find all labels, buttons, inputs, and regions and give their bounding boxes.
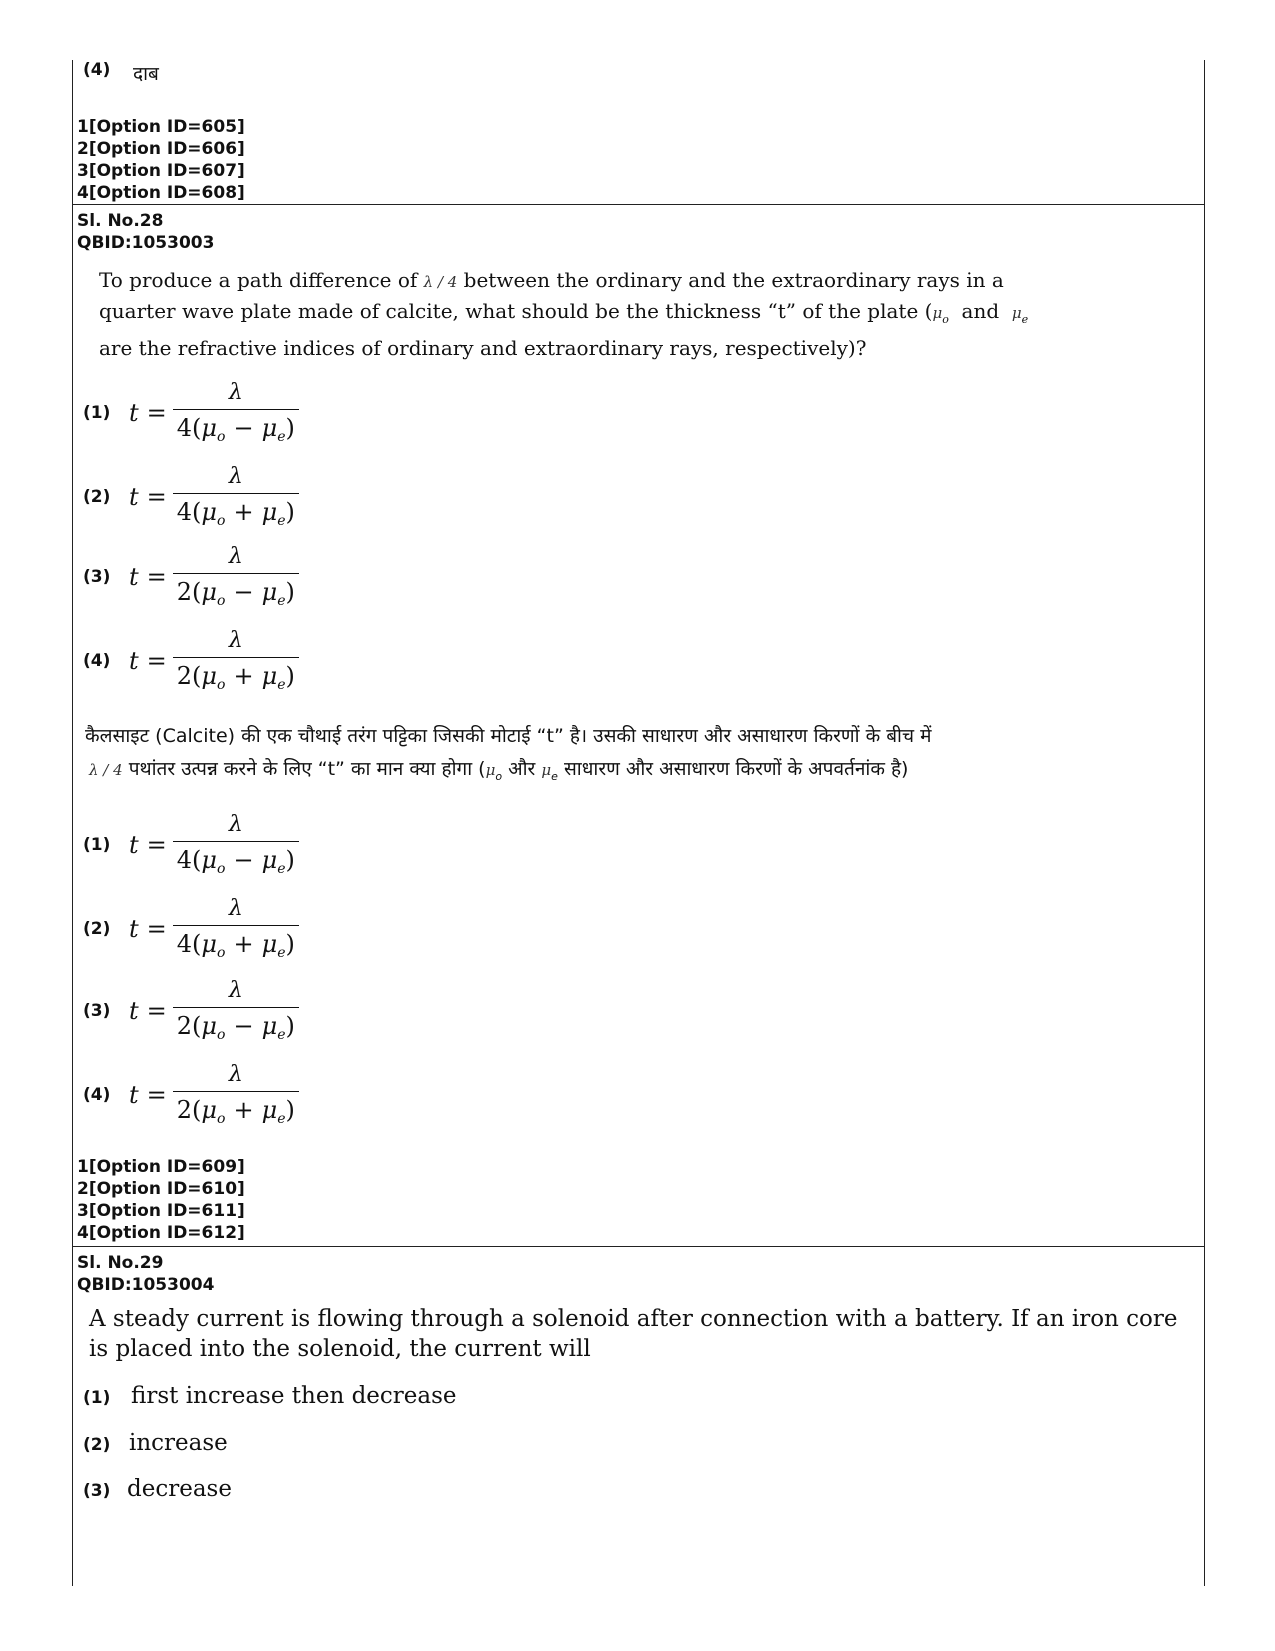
denominator: $2(\mu_o + \mu_e)$ [173,657,299,693]
denominator: $2(\mu_o - \mu_e)$ [173,1007,299,1043]
option-label: (4) [83,650,111,671]
formula-option [83,544,299,609]
denominator: $4(\mu_o + \mu_e)$ [173,925,299,961]
option-id: 2[Option ID=606] [77,139,245,159]
option-id-list [77,1156,245,1244]
option-id: 1[Option ID=605] [77,117,245,137]
formula-option [83,978,299,1043]
thickness-formula: t = $\frac{\lambda}{2(\mu_o - \mu_e)}$ [129,544,299,609]
fraction [173,978,299,1043]
formula-option [83,812,299,877]
thickness-formula: t = $\frac{\lambda}{2(\mu_o + \mu_e)}$ [129,1062,299,1127]
option-label: (4) [83,1084,111,1105]
option-label: (2) [83,486,111,507]
numerator: λ [228,978,243,1003]
thickness-formula: t = $\frac{\lambda}{4(\mu_o + \mu_e)}$ [129,896,299,961]
option-id: 3[Option ID=611] [77,1201,245,1221]
prev-option-4-label: (4) [83,60,111,80]
option-id-list [77,116,245,204]
denominator: $4(\mu_o - \mu_e)$ [173,409,299,445]
question-line: A steady current is flowing through a solenoid after connection with a battery. If an iron core [89,1306,1178,1332]
fraction [173,628,299,693]
option-id: 4[Option ID=612] [77,1223,245,1243]
thickness-formula: t = $\frac{\lambda}{4(\mu_o + \mu_e)}$ [129,464,299,529]
question-line: are the refractive indices of ordinary and extraordinary rays, respectively)? [99,336,867,360]
thickness-formula: t = $\frac{\lambda}{2(\mu_o + \mu_e)}$ [129,628,299,693]
numerator: λ [228,1062,243,1087]
fraction [173,812,299,877]
fraction [173,1062,299,1127]
numerator: λ [228,544,243,569]
q28-header [77,210,214,254]
option-label: (2) [83,1435,111,1455]
numerator: λ [228,628,243,653]
numerator: λ [228,380,243,405]
serial-number: Sl. No.29 [77,1253,164,1273]
option-label: (1) [83,402,111,423]
q28-question-hindi [85,720,1145,793]
option-text: first increase then decrease [131,1383,457,1409]
question-line: To produce a path difference of λ / 4 between the ordinary and the extraordinary rays in a [99,268,1004,292]
formula-option [83,464,299,529]
option-id: 1[Option ID=609] [77,1157,245,1177]
divider [73,1246,1204,1247]
q29-header [77,1252,214,1296]
q29-option [83,1430,228,1456]
denominator: $4(\mu_o + \mu_e)$ [173,493,299,529]
option-id: 4[Option ID=608] [77,183,245,203]
question-line: λ / 4 पथांतर उत्पन्न करने के लिए “t” का मान क्या होगा ($\mu_o$ और $\mu_e$ साधारण और असाधारण किरणों के अपवर्तनांक है) [89,758,909,783]
option-id: 3[Option ID=607] [77,161,245,181]
option-id: 2[Option ID=610] [77,1179,245,1199]
fraction [173,380,299,445]
option-label: (1) [83,1388,111,1408]
q29-option [83,1476,232,1502]
option-label: (2) [83,918,111,939]
denominator: $4(\mu_o - \mu_e)$ [173,841,299,877]
formula-option [83,628,299,693]
question-line: is placed into the solenoid, the current will [89,1336,591,1362]
option-label: (3) [83,566,111,587]
denominator: $2(\mu_o - \mu_e)$ [173,573,299,609]
formula-option [83,896,299,961]
option-label: (3) [83,1481,111,1501]
q28-question-english [99,266,1099,363]
thickness-formula: t = $\frac{\lambda}{2(\mu_o - \mu_e)}$ [129,978,299,1043]
fraction [173,464,299,529]
option-label: (3) [83,1000,111,1021]
qbid: QBID:1053004 [77,1275,215,1295]
qbid: QBID:1053003 [77,233,215,253]
question-line: कैलसाइट (Calcite) की एक चौथाई तरंग पट्टिका जिसकी मोटाई “t” है। उसकी साधारण और असाधारण किरणों के बीच में [85,725,932,747]
question-line: quarter wave plate made of calcite, what should be the thickness “t” of the plate ($\mu_o$ and $\mu_e$ [99,299,1029,326]
thickness-formula: t = $\frac{\lambda}{4(\mu_o - \mu_e)}$ [129,812,299,877]
q29-option [83,1383,457,1409]
denominator: $2(\mu_o + \mu_e)$ [173,1091,299,1127]
serial-number: Sl. No.28 [77,211,164,231]
prev-option-4-text: दाब [133,63,159,85]
option-label: (1) [83,834,111,855]
option-text: decrease [127,1476,232,1502]
option-text: increase [129,1430,228,1456]
numerator: λ [228,896,243,921]
lambda-over-4: λ / 4 [423,273,458,291]
divider [73,204,1204,205]
formula-option [83,380,299,445]
numerator: λ [228,464,243,489]
fraction [173,544,299,609]
formula-option [83,1062,299,1127]
numerator: λ [228,812,243,837]
thickness-formula: t = $\frac{\lambda}{4(\mu_o - \mu_e)}$ [129,380,299,445]
fraction [173,896,299,961]
question-frame [72,60,1205,1586]
q29-question [89,1304,1189,1364]
